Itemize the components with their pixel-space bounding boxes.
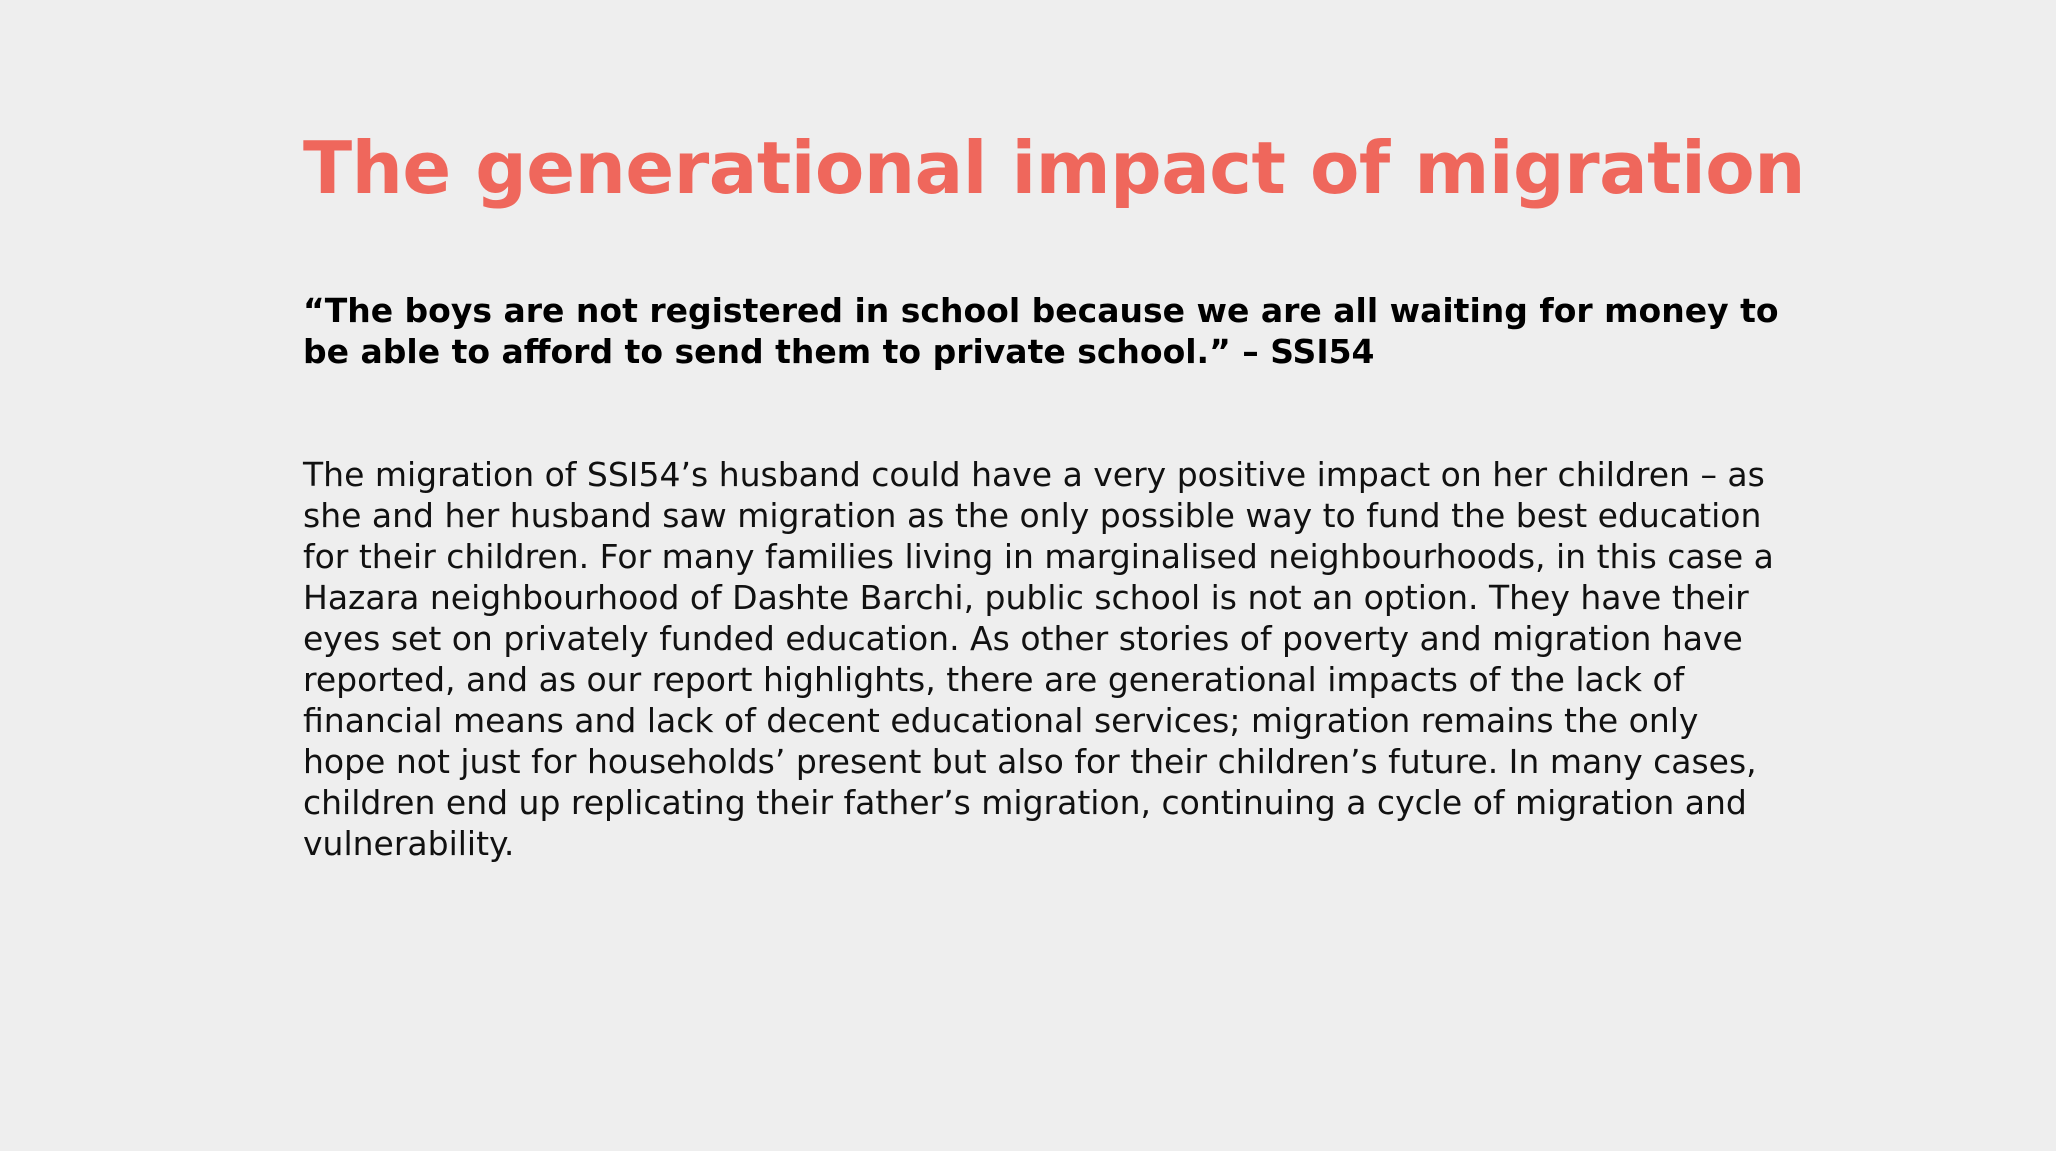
quote-text: “The boys are not registered in school because we are all waiting for money to be able to afford to send them to private school.” – SSI54 — [303, 291, 1779, 371]
body-paragraph: The migration of SSI54’s husband could have a very positive impact on her children – as she and her husband saw migration as the only possible way to fund the best education for their children. For many families living in marginalised neighbourhoods, in this case a Hazara neighbourhood of Dashte Barchi, public school is not an option. They have their eyes set on privately funded education. As other stories of poverty and migration have reported, and as our report highlights, there are generational impacts of the lack of financial means and lack of decent educational services; migration remains the only hope not just for households’ present but also for their children’s future. In many cases, children end up replicating their father’s migration, continuing a cycle of migration and vulnerability. — [303, 455, 1774, 863]
slide-title: The generational impact of migration — [303, 126, 1805, 210]
slide-content — [303, 120, 1803, 864]
